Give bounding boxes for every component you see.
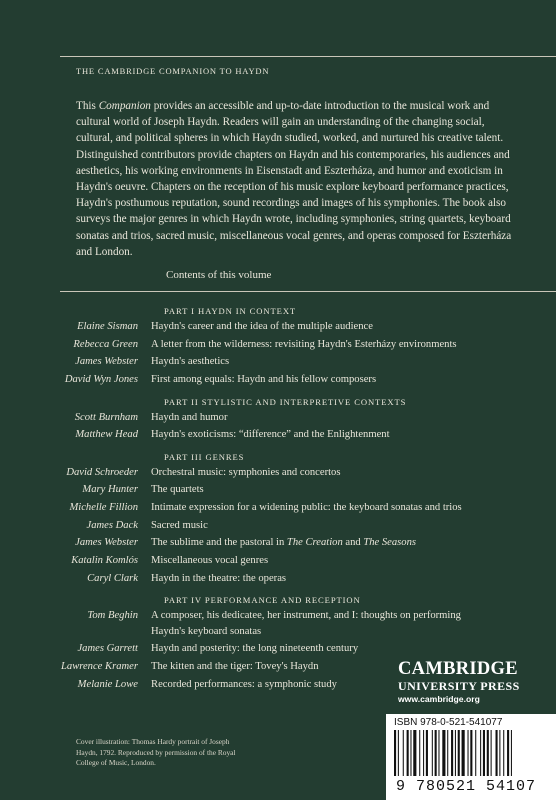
- contents-entry: [0, 482, 556, 497]
- chapter-title-italic: The Seasons: [363, 537, 417, 549]
- barcode-bar: [487, 730, 489, 776]
- publisher-name: CAMBRIDGE: [398, 659, 518, 679]
- publisher-url: www.cambridge.org: [398, 694, 480, 704]
- blurb-italic: Companion: [98, 100, 151, 112]
- blurb-pre: This: [76, 100, 99, 112]
- chapter-title: [151, 319, 481, 334]
- contents-entry: [0, 500, 556, 515]
- chapter-title-text: Orchestral music: symphonies and concertos: [151, 466, 341, 478]
- contents-entry: [0, 465, 556, 480]
- barcode-bar: [468, 730, 469, 776]
- chapter-title-text: A composer, his dedicatee, her instrument, and I: thoughts on performing Haydn's keyboard sonatas: [151, 610, 461, 637]
- chapter-title-text: Haydn in the theatre: the operas: [151, 572, 287, 584]
- chapter-title-text: Haydn's career and the idea of the multiple audience: [151, 321, 373, 332]
- barcode-bar: [480, 730, 481, 776]
- top-divider: [60, 56, 556, 57]
- barcode-bar: [407, 730, 409, 776]
- chapter-title-text: Recorded performances: a symphonic study: [151, 678, 337, 690]
- chapter-author: Melanie Lowe: [77, 678, 138, 690]
- barcode-bar: [426, 730, 428, 776]
- chapter-author: James Webster: [75, 537, 138, 549]
- barcode-bar: [451, 730, 453, 776]
- barcode-bar: [483, 730, 485, 776]
- barcode-bar: [447, 730, 448, 776]
- chapter-title-text: The sublime and the pastoral in: [151, 537, 287, 549]
- contents-divider: [60, 291, 556, 292]
- chapter-author: Caryl Clark: [87, 572, 138, 584]
- chapter-title: [151, 465, 481, 480]
- chapter-title-text: Haydn's exoticisms: “difference” and the Enlightenment: [151, 429, 390, 441]
- barcode-bar: [419, 730, 420, 776]
- barcode-bar: [438, 730, 439, 776]
- part-heading: PART I HAYDN IN CONTEXT: [164, 306, 297, 316]
- contents-entry: [0, 518, 556, 533]
- barcode-bar: [423, 730, 424, 776]
- barcode-bar: [398, 730, 399, 776]
- contents-list: [0, 305, 556, 700]
- contents-entry: [0, 319, 556, 334]
- chapter-author: James Webster: [75, 356, 138, 368]
- chapter-author: Katalin Komlós: [71, 555, 138, 567]
- contents-entry: [0, 372, 556, 387]
- barcode-bar: [432, 730, 433, 776]
- contents-entry: [0, 553, 556, 568]
- contents-entry: [0, 354, 556, 369]
- chapter-title: [151, 482, 481, 497]
- contents-entry: [0, 410, 556, 425]
- chapter-title-text: and: [342, 537, 364, 549]
- barcode-bar: [507, 730, 509, 776]
- part-heading: PART II STYLISTIC AND INTERPRETIVE CONTEXTS: [164, 396, 407, 407]
- chapter-title: [151, 354, 481, 369]
- chapter-title: [151, 608, 481, 639]
- chapter-author: Tom Beghin: [87, 610, 138, 622]
- blurb: [76, 98, 516, 260]
- isbn-text: ISBN 978-0-521-541077: [394, 717, 503, 728]
- barcode-bar: [503, 730, 504, 776]
- series-title: THE CAMBRIDGE COMPANION TO HAYDN: [76, 66, 270, 76]
- chapter-title-text: Haydn's aesthetics: [151, 356, 230, 368]
- chapter-title: [151, 427, 481, 442]
- chapter-title-text: Miscellaneous vocal genres: [151, 555, 269, 567]
- barcode-icon: [392, 730, 550, 778]
- part-heading: PART III GENRES: [164, 451, 245, 462]
- chapter-author: Rebecca Green: [73, 338, 138, 350]
- barcode-digits: 9 780521 54107: [396, 778, 537, 795]
- chapter-author: Elaine Sisman: [77, 321, 138, 332]
- barcode-bar: [470, 730, 472, 776]
- barcode-bar: [496, 730, 498, 776]
- barcode-bar: [410, 730, 411, 776]
- barcode-bar: [435, 730, 437, 776]
- chapter-title-text: Sacred music: [151, 519, 208, 531]
- chapter-author: Mary Hunter: [82, 484, 138, 496]
- chapter-title: [151, 641, 481, 656]
- chapter-title-text: The quartets: [151, 484, 204, 496]
- contents-entry: [0, 608, 556, 639]
- publisher-subname: UNIVERSITY PRESS: [398, 679, 520, 693]
- publisher-logo: [398, 660, 520, 704]
- barcode-panel: [386, 714, 556, 800]
- contents-part: [0, 396, 556, 443]
- chapter-author: Scott Burnham: [74, 411, 138, 423]
- chapter-author: David Wyn Jones: [64, 374, 138, 386]
- barcode-bar: [455, 730, 456, 776]
- chapter-title: [151, 571, 481, 586]
- chapter-title: [151, 337, 481, 352]
- chapter-title: [151, 410, 481, 425]
- blurb-text: provides an accessible and up-to-date introduction to the musical work and cultural world of Joseph Haydn. Readers will gain an understanding of the changing social, cultural, and political spheres in which Haydn studied, worked, and nurtured his creative talent. Distinguished contributors provide chapters on Haydn and his contemporaries, his audiences and aesthetics, his working environments in Eisenstadt and Eszterháza, and humor and exoticism in Haydn's oeuvre. Chapters on the reception of his music explore keyboard performance practices, Haydn's posthumous reputation, sound recordings and images of his symphonies. The book also surveys the major genres in which Haydn wrote, including symphonies, string quartets, keyboard sonatas and trios, sacred music, miscellaneous vocal genres, and operas composed for Eszterháza and London.: [76, 100, 512, 258]
- barcode-bar: [511, 730, 512, 776]
- chapter-title-text: Haydn and posterity: the long nineteenth century: [151, 643, 359, 655]
- contents-entry: [0, 427, 556, 442]
- contents-entry: [0, 571, 556, 586]
- chapter-title-text: A letter from the wilderness: revisiting Haydn's Esterházy environments: [151, 338, 457, 350]
- chapter-title: [151, 535, 481, 550]
- contents-entry: [0, 337, 556, 352]
- chapter-author: Michelle Fillion: [69, 502, 138, 514]
- barcode-bar: [499, 730, 500, 776]
- chapter-title-italic: The Creation: [286, 537, 343, 549]
- barcode-bar: [394, 730, 396, 776]
- chapter-author: James Garrett: [77, 643, 138, 655]
- chapter-title: [151, 372, 481, 387]
- cover-credit: Cover illustration: Thomas Hardy portrait of Joseph Haydn, 1792. Reproduced by permission of the Royal College of Music, London.: [76, 737, 236, 768]
- chapter-title-text: First among equals: Haydn and his fellow composers: [151, 374, 377, 386]
- barcode-bar: [458, 730, 460, 776]
- contents-entry: [0, 535, 556, 550]
- barcode-bar: [462, 730, 465, 776]
- chapter-title-text: Intimate expression for a widening public: the keyboard sonatas and trios: [151, 502, 462, 514]
- barcode-bar: [475, 730, 476, 776]
- contents-entry: [0, 641, 556, 656]
- barcode-bar: [413, 730, 416, 776]
- barcode-bar: [442, 730, 445, 776]
- chapter-author: James Dack: [86, 519, 138, 531]
- barcode-bar: [403, 730, 404, 776]
- chapter-title: [151, 553, 481, 568]
- chapter-author: Lawrence Kramer: [61, 661, 138, 673]
- contents-part: [0, 305, 556, 388]
- chapter-title-text: Haydn and humor: [151, 411, 228, 423]
- part-heading: PART IV PERFORMANCE AND RECEPTION: [164, 595, 361, 606]
- contents-heading: Contents of this volume: [166, 269, 272, 281]
- chapter-author: Matthew Head: [75, 429, 138, 441]
- contents-part: [0, 451, 556, 587]
- chapter-title: [151, 518, 481, 533]
- chapter-author: David Schroeder: [66, 466, 138, 478]
- chapter-title-text: The kitten and the tiger: Tovey's Haydn: [151, 661, 319, 673]
- chapter-title: [151, 500, 481, 515]
- barcode-bar: [491, 730, 492, 776]
